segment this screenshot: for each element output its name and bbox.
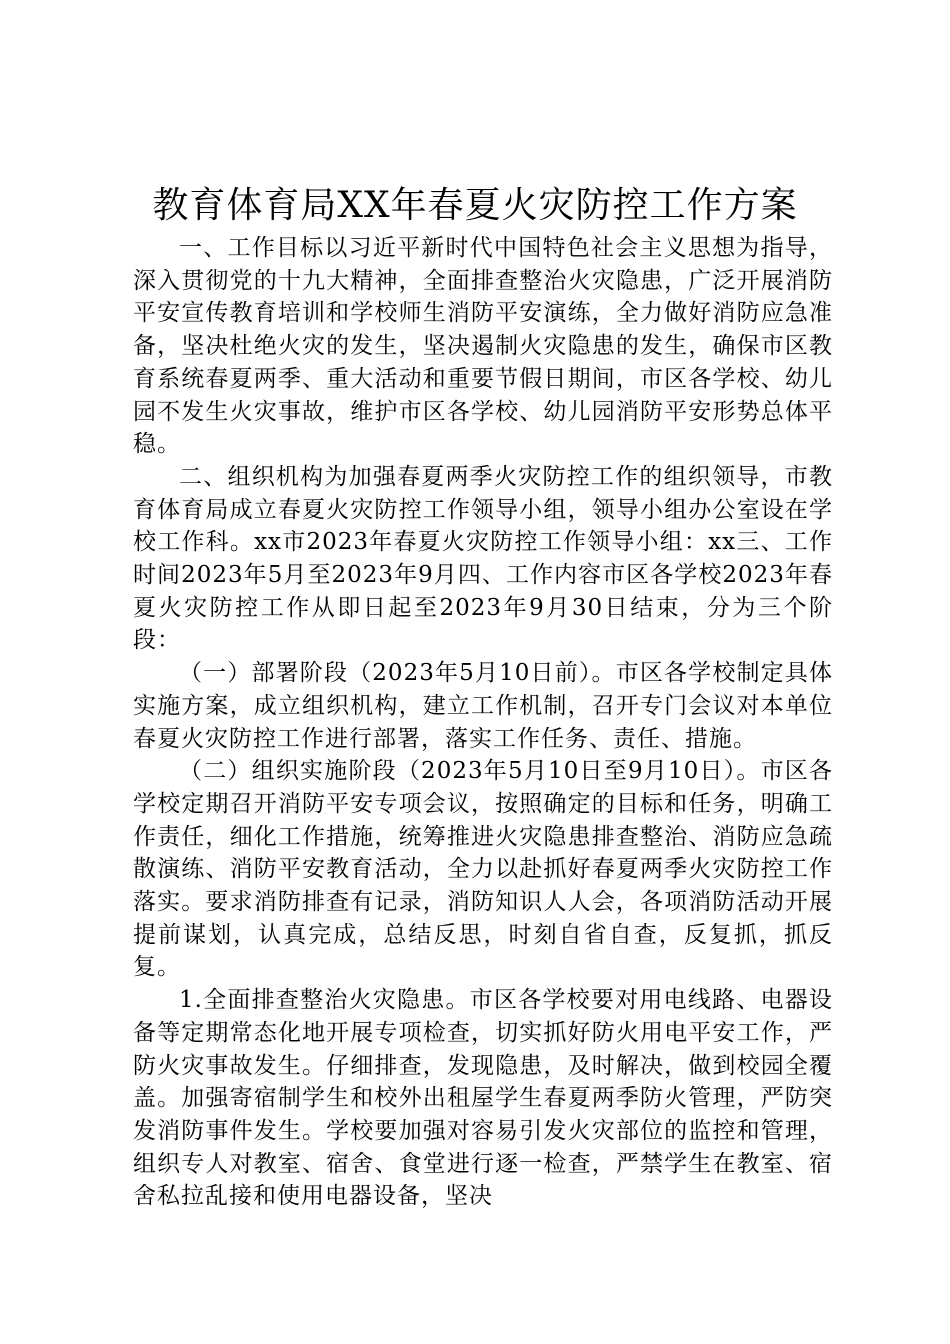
document-title: 教育体育局XX年春夏火灾防控工作方案 [152, 185, 798, 226]
paragraph-organization: 二、组织机构为加强春夏两季火灾防控工作的组织领导，市教育体育局成立春夏火灾防控工作领导小组，领导小组办公室设在学校工作科。xx市2023年春夏火灾防控工作领导小组：xx三、工作时间2023年5月至2023年9月四、工作内容市区各学校2023年春夏火灾防控工作从即日起至2023年9月30日结束，分为三个阶段： [133, 463, 833, 654]
document-body [133, 232, 833, 1213]
paragraph-work-goal: 一、工作目标以习近平新时代中国特色社会主义思想为指导，深入贯彻党的十九大精神，全面排查整治火灾隐患，广泛开展消防平安宣传教育培训和学校师生消防平安演练，全力做好消防应急准备，坚决杜绝火灾的发生，坚决遏制火灾隐患的发生，确保市区教育系统春夏两季、重大活动和重要节假日期间，市区各学校、幼儿园不发生火灾事故，维护市区各学校、幼儿园消防平安形势总体平稳。 [133, 235, 833, 458]
paragraph-implementation-stage: （二）组织实施阶段（2023年5月10日至9月10日）。市区各学校定期召开消防平安专项会议，按照确定的目标和任务，明确工作责任，细化工作措施，统筹推进火灾隐患排查整治、消防应急疏散演练、消防平安教育活动，全力以赴抓好春夏两季火灾防控工作落实。要求消防排查有记录，消防知识人人会，各项消防活动开展提前谋划，认真完成，总结反思，时刻自省自查，反复抓，抓反复。 [133, 758, 833, 981]
paragraph-deployment-stage: （一）部署阶段（2023年5月10日前）。市区各学校制定具体实施方案，成立组织机构，建立工作机制，召开专门会议对本单位春夏火灾防控工作进行部署，落实工作任务、责任、措施。 [133, 660, 833, 752]
paragraph-hazard-inspection: 1.全面排查整治火灾隐患。市区各学校要对用电线路、电器设备等定期常态化地开展专项检查，切实抓好防火用电平安工作，严防火灾事故发生。仔细排查，发现隐患，及时解决，做到校园全覆盖。加强寄宿制学生和校外出租屋学生春夏两季防火管理，严防突发消防事件发生。学校要加强对容易引发火灾部位的监控和管理，组织专人对教室、宿舍、食堂进行逐一检查，严禁学生在教室、宿舍私拉乱接和使用电器设备，坚决 [133, 987, 833, 1210]
